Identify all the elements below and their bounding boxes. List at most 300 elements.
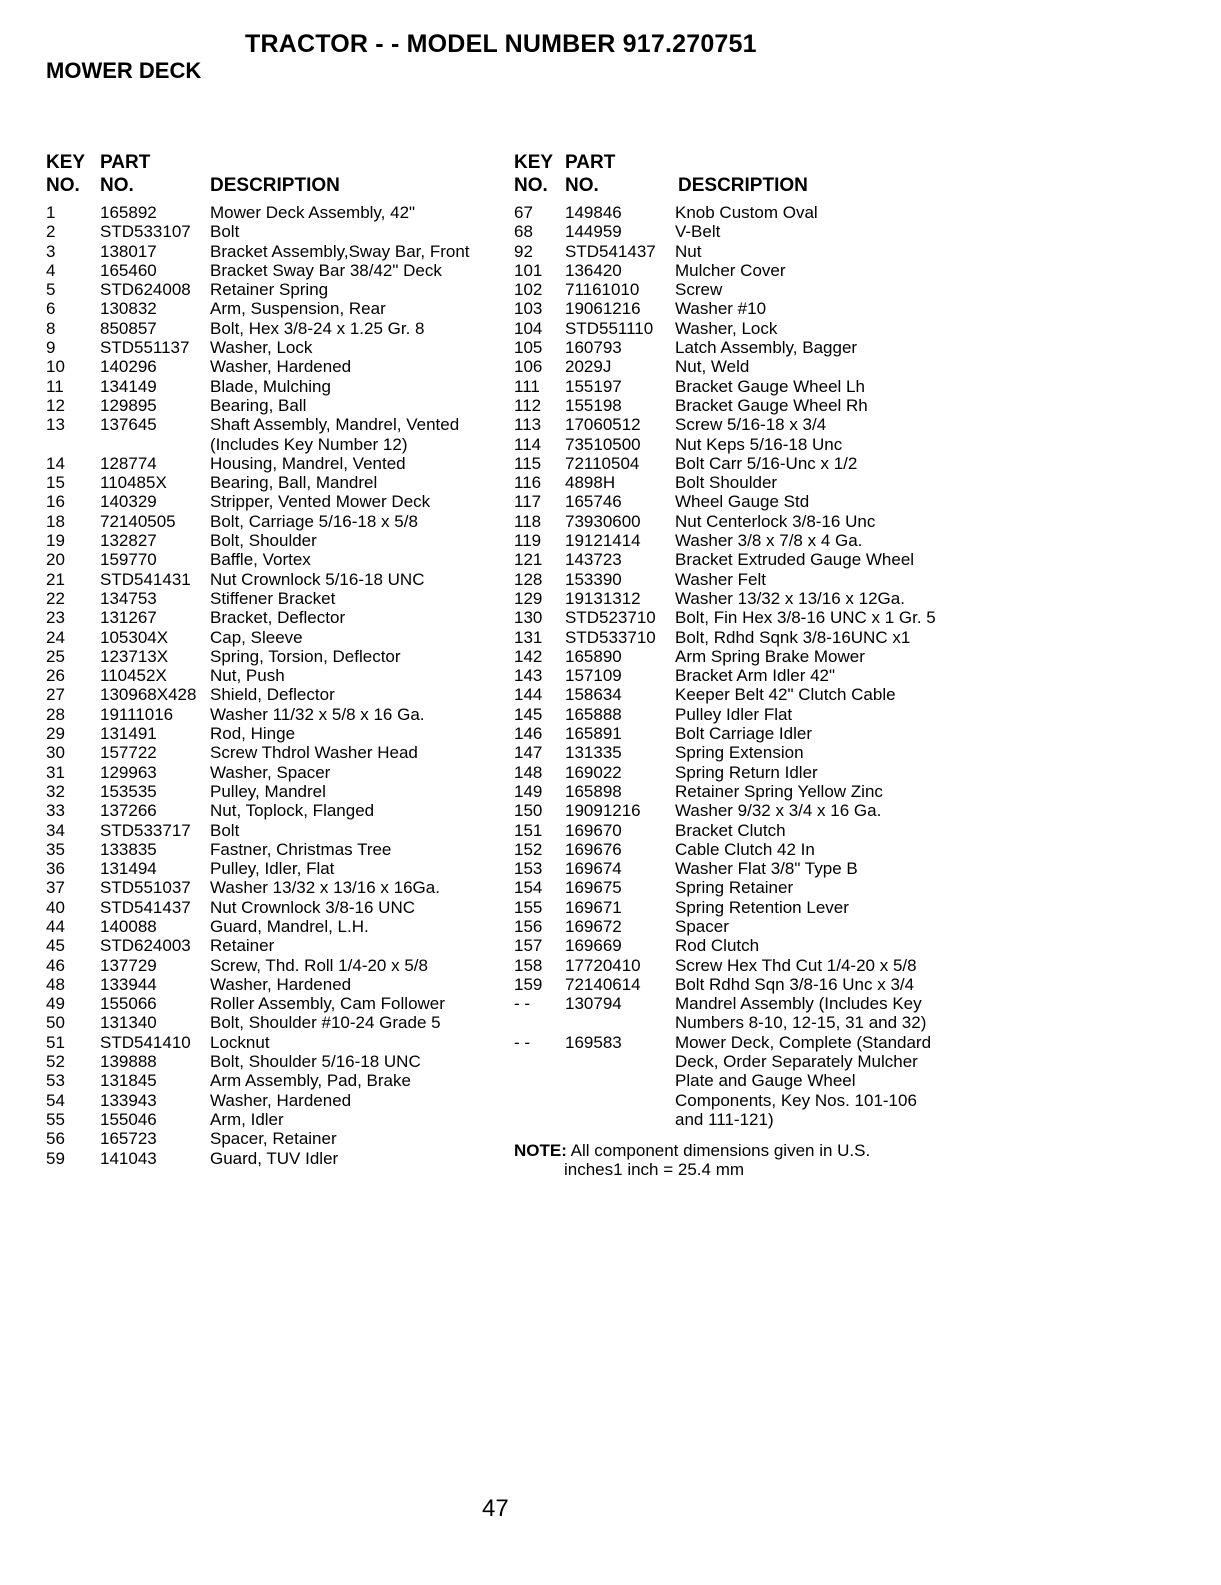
part-number: 165892	[100, 203, 157, 222]
key-number: 33	[46, 801, 65, 821]
part-description: Bracket Assembly,Sway Bar, Front	[210, 241, 470, 261]
parts-row	[46, 956, 506, 975]
part-description: Washer, Spacer	[210, 762, 331, 782]
key-number: 53	[46, 1071, 65, 1091]
part-number: 149846	[565, 203, 622, 222]
key-number: 54	[46, 1090, 65, 1110]
key-number: 59	[46, 1148, 65, 1168]
parts-row	[514, 666, 1214, 685]
parts-row	[46, 531, 506, 550]
key-number: 152	[514, 839, 543, 859]
part-description: Knob Custom Oval	[675, 203, 818, 222]
part-description: Bolt, Shoulder	[210, 531, 317, 551]
part-description: V-Belt	[675, 222, 721, 242]
key-number: 44	[46, 916, 65, 936]
part-description: Washer #10	[675, 299, 767, 319]
parts-row	[46, 319, 506, 338]
part-description: Nut Keps 5/16-18 Unc	[675, 434, 843, 454]
key-number: 8	[46, 318, 56, 338]
key-number: 147	[514, 743, 543, 763]
part-description: Bracket Arm Idler 42"	[675, 666, 836, 686]
part-description: Bracket Extruded Gauge Wheel	[675, 550, 915, 570]
parts-row	[46, 261, 506, 280]
part-description: Bolt Shoulder	[675, 473, 778, 493]
part-number: 131335	[565, 743, 622, 763]
part-number: 133944	[100, 974, 157, 994]
parts-row	[514, 1091, 1214, 1110]
key-number: 129	[514, 588, 543, 608]
part-number: 169583	[565, 1032, 622, 1052]
part-number: 129895	[100, 395, 157, 415]
key-number: 146	[514, 724, 543, 744]
key-number: 106	[514, 357, 543, 377]
part-description: Washer 9/32 x 3/4 x 16 Ga.	[675, 801, 882, 821]
part-number: STD551137	[100, 338, 190, 358]
part-number: 130968X428	[100, 685, 197, 705]
key-number: 111	[514, 376, 540, 396]
part-number: 129963	[100, 762, 157, 782]
key-number: 156	[514, 916, 543, 936]
part-description: Bearing, Ball	[210, 395, 307, 415]
parts-row	[46, 647, 506, 666]
part-description: Locknut	[210, 1032, 270, 1052]
part-number: 144959	[565, 222, 622, 242]
key-number: 14	[46, 453, 65, 473]
key-number: 148	[514, 762, 543, 782]
parts-row	[46, 743, 506, 762]
key-number: 143	[514, 666, 543, 686]
key-number: 158	[514, 955, 543, 975]
key-header-line2: NO.	[514, 175, 548, 196]
note-line1: All component dimensions given in U.S.	[566, 1141, 871, 1160]
key-number: 105	[514, 338, 543, 358]
parts-row	[514, 608, 1214, 627]
parts-row	[514, 628, 1214, 647]
parts-row	[46, 492, 506, 511]
key-number: 46	[46, 955, 65, 975]
part-number: 131491	[100, 724, 157, 744]
part-number: 71161010	[565, 280, 640, 300]
parts-row	[46, 357, 506, 376]
part-description: Washer, Hardened	[210, 1090, 352, 1110]
part-number: 19091216	[565, 801, 641, 821]
parts-row	[514, 782, 1214, 801]
part-number: 165746	[565, 492, 622, 512]
part-number: 155066	[100, 994, 157, 1014]
part-description: Arm Spring Brake Mower	[675, 646, 865, 666]
part-number: 155198	[565, 395, 622, 415]
part-number: 128774	[100, 453, 157, 473]
part-description: Blade, Mulching	[210, 376, 331, 396]
part-number: STD541437	[565, 241, 656, 261]
key-number: 115	[514, 453, 542, 473]
parts-row	[46, 666, 506, 685]
part-description: Pulley Idler Flat	[675, 704, 793, 724]
part-description: Nut, Push	[210, 666, 285, 686]
part-description: Washer Felt	[675, 569, 767, 589]
part-number: STD541431	[100, 569, 191, 589]
part-description: Washer 11/32 x 5/8 x 16 Ga.	[210, 704, 425, 724]
parts-row	[514, 473, 1214, 492]
part-description: Wheel Gauge Std	[675, 492, 810, 512]
part-description: Nut Crownlock 5/16-18 UNC	[210, 569, 425, 589]
part-description: Retainer	[210, 936, 275, 956]
parts-row	[46, 994, 506, 1013]
part-number: 19131312	[565, 588, 641, 608]
part-number: 132827	[100, 531, 157, 551]
part-number: 72110504	[565, 453, 640, 473]
part-number: 159770	[100, 550, 157, 570]
key-number: 102	[514, 280, 543, 300]
part-number: 169022	[565, 762, 622, 782]
part-description: Guard, Mandrel, L.H.	[210, 916, 369, 936]
key-number: 103	[514, 299, 543, 319]
part-number: 105304X	[100, 627, 169, 647]
part-number: 139888	[100, 1052, 157, 1072]
part-description: Washer, Lock	[210, 338, 313, 358]
part-description: Nut, Toplock, Flanged	[210, 801, 375, 821]
part-description: Stripper, Vented Mower Deck	[210, 492, 431, 512]
parts-row	[514, 859, 1214, 878]
part-description: Spring Return Idler	[675, 762, 818, 782]
parts-row	[514, 531, 1214, 550]
key-number: 19	[46, 531, 65, 551]
parts-row	[514, 898, 1214, 917]
part-number: 143723	[565, 550, 622, 570]
part-description: (Includes Key Number 12)	[210, 434, 408, 454]
part-description: Bracket, Deflector	[210, 608, 346, 628]
key-number: 101	[514, 260, 543, 280]
part-number: 130794	[565, 994, 622, 1014]
key-number: 68	[514, 222, 533, 242]
part-number: STD533717	[100, 820, 191, 840]
part-number: 165891	[565, 724, 622, 744]
part-description: Washer, Hardened	[210, 974, 352, 994]
key-number: 9	[46, 338, 56, 358]
parts-row	[46, 338, 506, 357]
part-description: Spacer	[675, 916, 729, 936]
key-number: 23	[46, 608, 65, 628]
part-number: 133943	[100, 1090, 157, 1110]
key-number: 145	[514, 704, 543, 724]
key-number: 118	[514, 511, 542, 531]
key-number: 16	[46, 492, 65, 512]
key-number: 104	[514, 318, 543, 338]
key-number: - -	[514, 994, 531, 1014]
parts-row	[514, 878, 1214, 897]
key-number: 28	[46, 704, 65, 724]
part-description: Plate and Gauge Wheel	[675, 1071, 856, 1091]
key-number: 25	[46, 646, 65, 666]
part-number: 2029J	[565, 357, 612, 377]
key-number: 131	[514, 627, 543, 647]
parts-rows-left	[46, 203, 506, 1168]
key-header-line1: KEY	[46, 152, 86, 173]
parts-row	[46, 821, 506, 840]
key-number: 40	[46, 897, 65, 917]
parts-row	[46, 685, 506, 704]
part-description: Retainer Spring	[210, 280, 329, 300]
parts-row	[46, 1013, 506, 1032]
part-description: Washer 13/32 x 13/16 x 12Ga.	[675, 588, 905, 608]
part-description: Bolt, Shoulder #10-24 Grade 5	[210, 1013, 441, 1033]
parts-row	[514, 454, 1214, 473]
part-description: Screw 5/16-18 x 3/4	[675, 415, 827, 435]
note-line2: inches1 inch = 25.4 mm	[564, 1160, 745, 1179]
part-number: 169675	[565, 878, 622, 898]
key-number: 6	[46, 299, 56, 319]
part-number: 155197	[565, 376, 622, 396]
key-number: 49	[46, 994, 65, 1014]
part-header-line1: PART	[565, 152, 616, 173]
key-number: 12	[46, 395, 65, 415]
part-number: 136420	[565, 260, 622, 280]
part-number: STD624008	[100, 280, 191, 300]
part-description: Stiffener Bracket	[210, 588, 336, 608]
part-description: and 111-121)	[675, 1109, 774, 1129]
part-description: Bolt, Fin Hex 3/8-16 UNC x 1 Gr. 5	[675, 608, 936, 628]
part-description: Roller Assembly, Cam Follower	[210, 994, 445, 1014]
parts-row	[46, 512, 506, 531]
key-number: 22	[46, 588, 65, 608]
part-description: Cap, Sleeve	[210, 627, 303, 647]
part-description: Mower Deck, Complete (Standard	[675, 1032, 932, 1052]
key-number: 18	[46, 511, 65, 531]
parts-row	[46, 859, 506, 878]
parts-row	[514, 1110, 1214, 1129]
parts-row	[46, 1129, 506, 1148]
parts-row	[514, 415, 1214, 434]
part-number: 153390	[565, 569, 622, 589]
part-header-line1: PART	[100, 152, 151, 173]
parts-row	[46, 1110, 506, 1129]
key-number: 121	[514, 550, 543, 570]
key-number: 155	[514, 897, 543, 917]
key-number: 27	[46, 685, 65, 705]
parts-row	[514, 261, 1214, 280]
part-description: Fastner, Christmas Tree	[210, 839, 392, 859]
part-number: 169672	[565, 916, 622, 936]
parts-row	[514, 1052, 1214, 1071]
part-number: 110452X	[100, 666, 167, 686]
parts-row	[514, 685, 1214, 704]
key-number: 29	[46, 724, 65, 744]
part-number: STD624003	[100, 936, 191, 956]
key-number: 154	[514, 878, 543, 898]
part-number: 165890	[565, 646, 622, 666]
part-description: Mulcher Cover	[675, 260, 786, 280]
part-number: 19061216	[565, 299, 641, 319]
parts-row	[514, 1013, 1214, 1032]
part-description: Bolt Carriage Idler	[675, 724, 813, 744]
part-number: 134753	[100, 588, 157, 608]
key-number: 153	[514, 859, 543, 879]
parts-row	[514, 936, 1214, 955]
parts-row	[514, 492, 1214, 511]
parts-rows-right	[514, 203, 1214, 1129]
key-number: 149	[514, 781, 543, 801]
parts-row	[514, 724, 1214, 743]
part-description: Screw, Thd. Roll 1/4-20 x 5/8	[210, 955, 428, 975]
key-number: 52	[46, 1052, 65, 1072]
parts-row	[46, 550, 506, 569]
parts-row	[46, 763, 506, 782]
part-number: 19121414	[565, 531, 641, 551]
parts-row	[46, 705, 506, 724]
part-number: 165723	[100, 1129, 157, 1149]
parts-row	[46, 608, 506, 627]
part-description: Bolt Rdhd Sqn 3/8-16 Unc x 3/4	[675, 974, 915, 994]
key-number: 112	[514, 395, 542, 415]
part-description: Nut Centerlock 3/8-16 Unc	[675, 511, 876, 531]
key-number: 144	[514, 685, 543, 705]
parts-row	[46, 1071, 506, 1090]
part-description: Spring Retainer	[675, 878, 794, 898]
dimension-note	[514, 1141, 871, 1179]
parts-row	[514, 280, 1214, 299]
key-number: 36	[46, 859, 65, 879]
parts-row	[46, 473, 506, 492]
part-number: 131494	[100, 859, 157, 879]
part-number: 17060512	[565, 415, 641, 435]
part-number: 169669	[565, 936, 622, 956]
parts-row	[46, 628, 506, 647]
description-header: DESCRIPTION	[678, 175, 808, 196]
part-number: STD541410	[100, 1032, 191, 1052]
part-number: STD533710	[565, 627, 656, 647]
part-number: 169676	[565, 839, 622, 859]
part-description: Spring Retention Lever	[675, 897, 849, 917]
part-number: STD551110	[565, 318, 654, 338]
key-number: 128	[514, 569, 543, 589]
part-description: Bolt	[210, 222, 240, 242]
parts-row	[46, 1149, 506, 1168]
parts-row	[46, 975, 506, 994]
part-number: 157109	[565, 666, 622, 686]
key-number: 119	[514, 531, 542, 551]
key-number: 51	[46, 1032, 65, 1052]
key-number: 24	[46, 627, 65, 647]
parts-row	[514, 203, 1214, 222]
part-header-line2: NO.	[565, 175, 599, 196]
part-description: Washer 3/8 x 7/8 x 4 Ga.	[675, 531, 863, 551]
page-number: 47	[482, 1495, 509, 1522]
parts-row	[514, 647, 1214, 666]
parts-row	[514, 1033, 1214, 1052]
part-description: Washer 13/32 x 13/16 x 16Ga.	[210, 878, 440, 898]
key-header-line2: NO.	[46, 175, 80, 196]
parts-row	[46, 415, 506, 434]
parts-row	[514, 743, 1214, 762]
key-number: 15	[46, 473, 65, 493]
part-description: Nut, Weld	[675, 357, 750, 377]
part-number: 131340	[100, 1013, 157, 1033]
part-description: Mandrel Assembly (Includes Key	[675, 994, 922, 1014]
part-description: Bolt, Hex 3/8-24 x 1.25 Gr. 8	[210, 318, 425, 338]
part-number: 131267	[100, 608, 157, 628]
parts-row	[514, 396, 1214, 415]
part-description: Shaft Assembly, Mandrel, Vented	[210, 415, 460, 435]
part-number: 123713X	[100, 646, 169, 666]
part-description: Keeper Belt 42" Clutch Cable	[675, 685, 896, 705]
part-description: Components, Key Nos. 101-106	[675, 1090, 917, 1110]
part-number: 153535	[100, 781, 157, 801]
parts-row	[46, 435, 506, 454]
part-description: Bracket Sway Bar 38/42" Deck	[210, 260, 442, 280]
part-number: 141043	[100, 1148, 157, 1168]
parts-row	[514, 1071, 1214, 1090]
key-number: 50	[46, 1013, 65, 1033]
key-number: 21	[46, 569, 65, 589]
parts-row	[46, 222, 506, 241]
part-description: Nut	[675, 241, 702, 261]
part-number: 73510500	[565, 434, 641, 454]
part-description: Nut Crownlock 3/8-16 UNC	[210, 897, 416, 917]
key-number: 34	[46, 820, 65, 840]
parts-row	[46, 917, 506, 936]
parts-row	[46, 724, 506, 743]
parts-row	[514, 357, 1214, 376]
key-number: 130	[514, 608, 543, 628]
part-number: STD533107	[100, 222, 191, 242]
key-number: 30	[46, 743, 65, 763]
parts-row	[514, 377, 1214, 396]
key-number: 150	[514, 801, 543, 821]
key-number: 157	[514, 936, 543, 956]
part-number: 72140614	[565, 974, 641, 994]
parts-row	[46, 840, 506, 859]
key-number: 55	[46, 1109, 65, 1129]
parts-row	[514, 589, 1214, 608]
part-number: 137729	[100, 955, 157, 975]
part-description: Arm Assembly, Pad, Brake	[210, 1071, 411, 1091]
parts-row	[514, 550, 1214, 569]
parts-row	[514, 222, 1214, 241]
column-header-left	[46, 151, 506, 203]
key-number: 20	[46, 550, 65, 570]
parts-row	[514, 435, 1214, 454]
parts-row	[514, 338, 1214, 357]
key-number: 151	[514, 820, 543, 840]
part-number: 169674	[565, 859, 622, 879]
part-description: Screw	[675, 280, 723, 300]
part-description: Spring Extension	[675, 743, 804, 763]
part-description: Housing, Mandrel, Vented	[210, 453, 406, 473]
part-number: 140329	[100, 492, 157, 512]
part-number: STD551037	[100, 878, 191, 898]
part-description: Bracket Gauge Wheel Lh	[675, 376, 865, 396]
part-number: 155046	[100, 1109, 157, 1129]
parts-row	[46, 242, 506, 261]
parts-row	[46, 203, 506, 222]
part-number: 131845	[100, 1071, 157, 1091]
part-header-line2: NO.	[100, 175, 134, 196]
part-number: 140088	[100, 916, 157, 936]
parts-row	[514, 705, 1214, 724]
parts-row	[514, 821, 1214, 840]
part-number: 165460	[100, 260, 157, 280]
section-title: MOWER DECK	[46, 58, 202, 83]
key-number: 117	[514, 492, 542, 512]
part-description: Guard, TUV Idler	[210, 1148, 339, 1168]
column-header-right	[514, 151, 1214, 203]
part-number: 160793	[565, 338, 622, 358]
part-description: Retainer Spring Yellow Zinc	[675, 781, 883, 801]
key-number: 26	[46, 666, 65, 686]
part-description: Bracket Gauge Wheel Rh	[675, 395, 868, 415]
part-description: Pulley, Mandrel	[210, 781, 326, 801]
part-number: 72140505	[100, 511, 176, 531]
